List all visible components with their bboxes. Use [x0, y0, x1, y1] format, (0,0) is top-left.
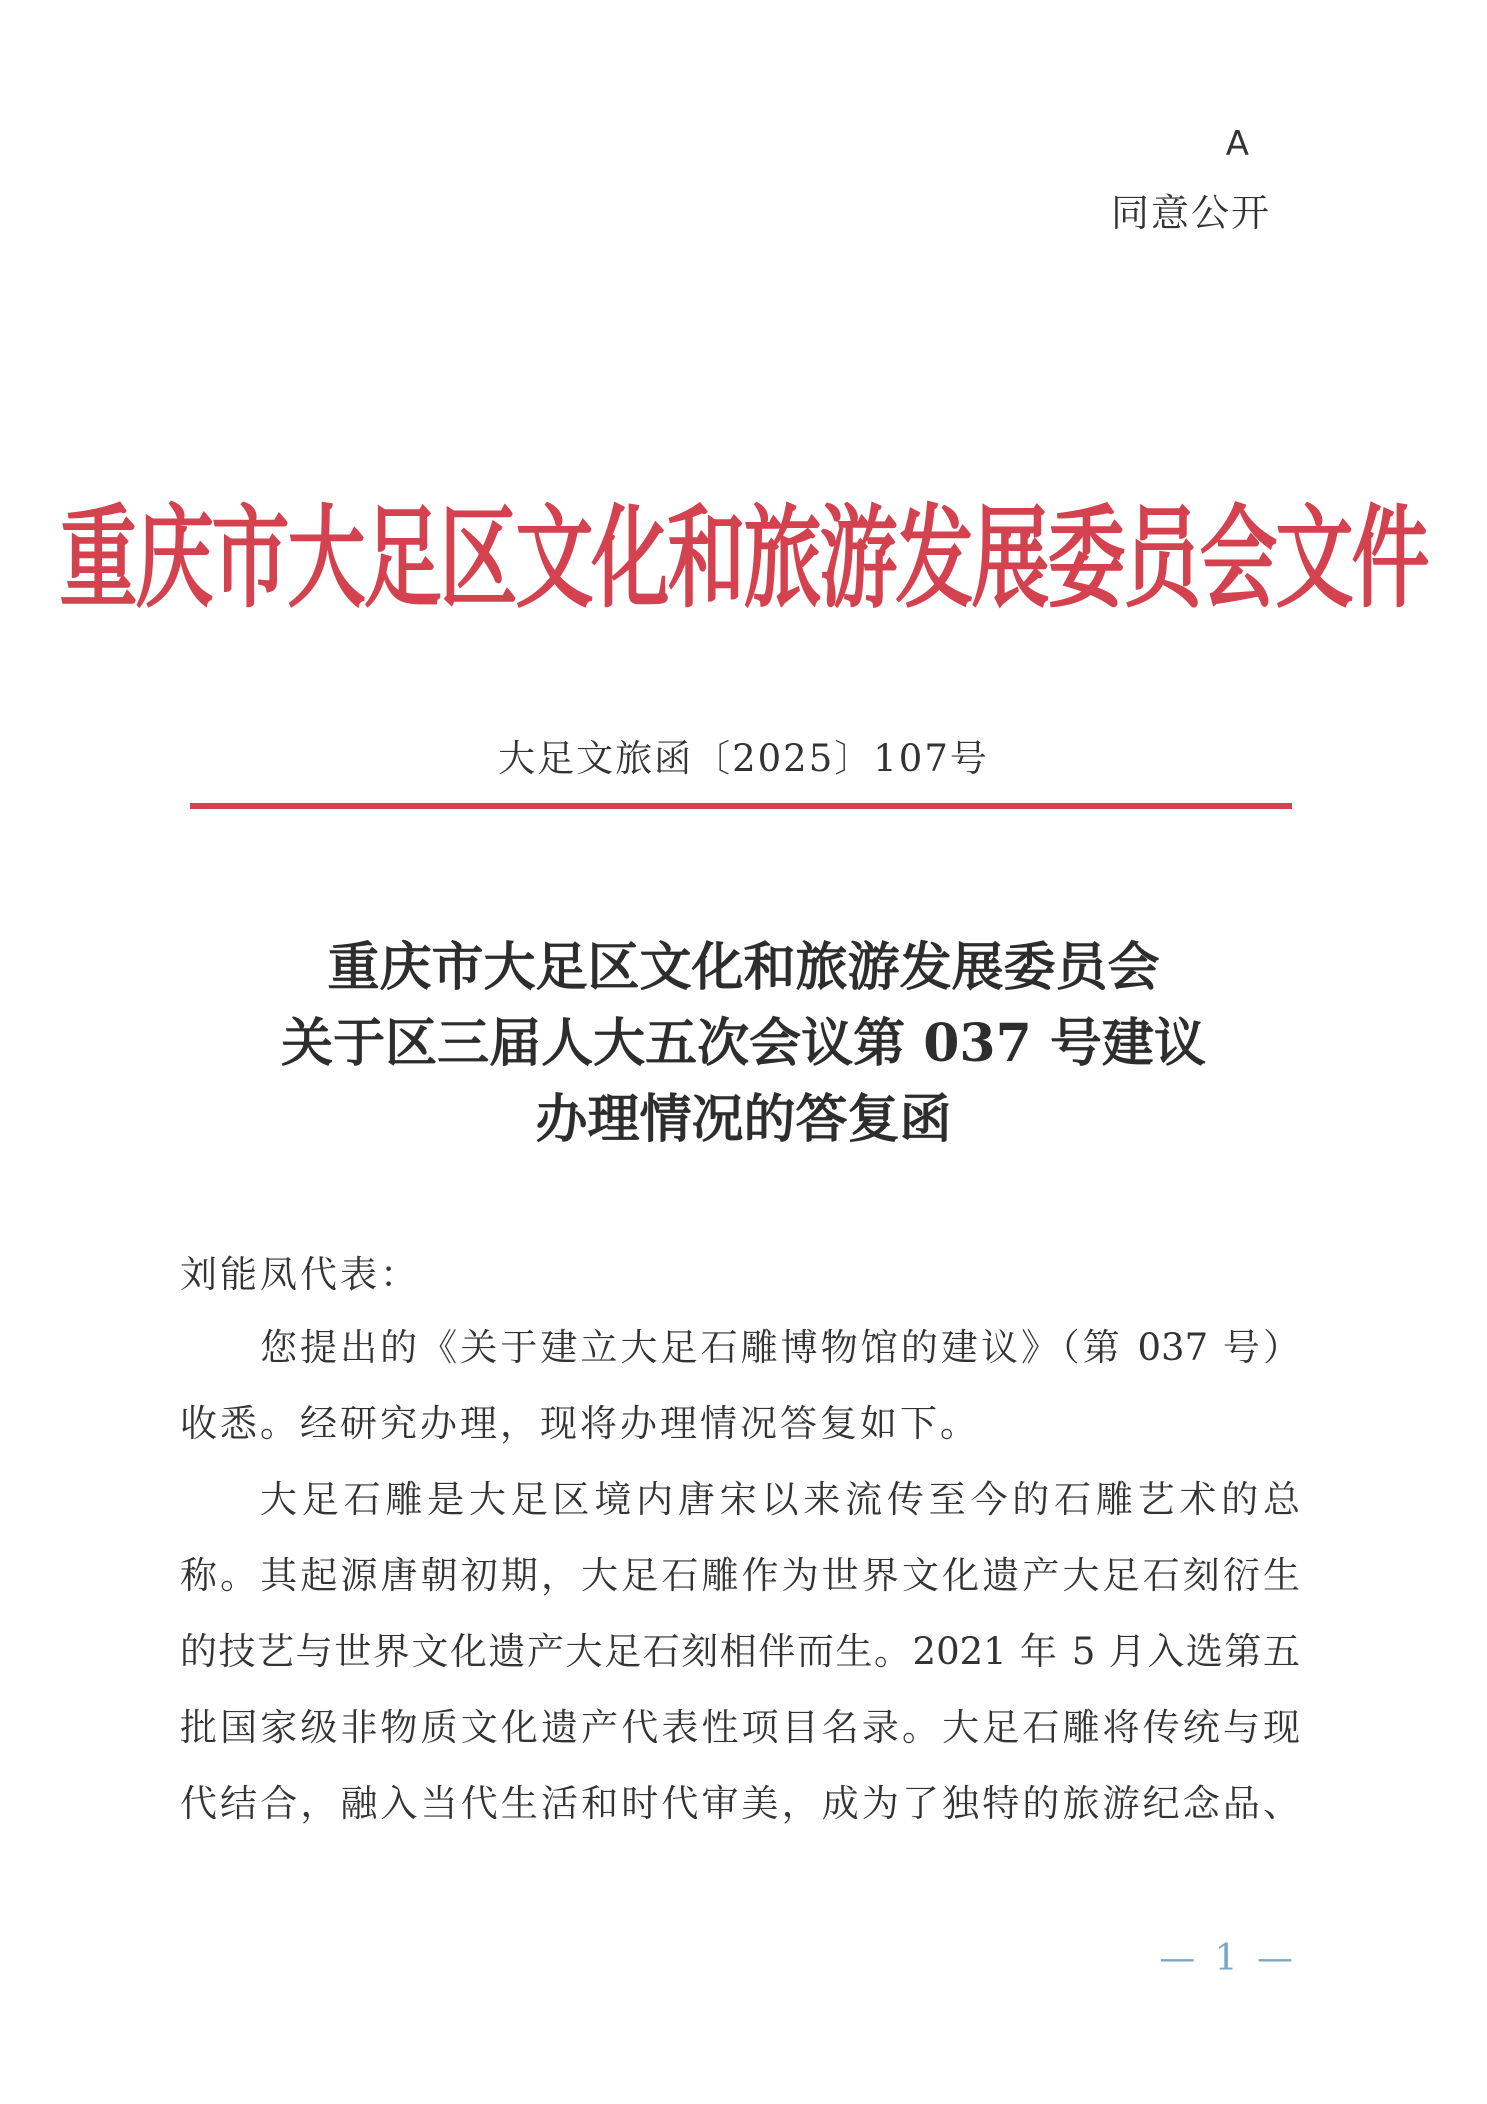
- document-number: 大足文旅函〔2025〕107号: [498, 737, 989, 780]
- letter-body: [180, 1310, 1300, 1842]
- title-line-3: 办理情况的答复函: [535, 1089, 952, 1150]
- paragraph-2-line-1: 大足石雕是大足区境内唐宋以来流传至今的石雕艺术的总: [260, 1478, 1300, 1521]
- document-title: [0, 930, 1487, 1158]
- issuer-masthead: 重庆市大足区文化和旅游发展委员会文件: [59, 495, 1428, 624]
- security-grade: A: [1225, 124, 1249, 164]
- paragraph-2-line-2: 称。其起源唐朝初期，大足石雕作为世界文化遗产大足石刻衍生: [180, 1554, 1300, 1597]
- paragraph-2-line-3: 的技艺与世界文化遗产大足石刻相伴而生。2021 年 5 月入选第五: [180, 1630, 1300, 1673]
- salutation: 刘能凤代表：: [180, 1253, 420, 1296]
- page-number: — 1 —: [1159, 1938, 1297, 1979]
- paragraph-2-line-4: 批国家级非物质文化遗产代表性项目名录。大足石雕将传统与现: [180, 1706, 1300, 1749]
- paragraph-1-line-1: 您提出的《关于建立大足石雕博物馆的建议》（第 037 号）: [260, 1326, 1300, 1369]
- title-line-1: 重庆市大足区文化和旅游发展委员会: [327, 937, 1160, 998]
- title-line-2: 关于区三届人大五次会议第 037 号建议: [281, 1013, 1206, 1074]
- paragraph-1-line-2: 收悉。经研究办理，现将办理情况答复如下。: [180, 1402, 980, 1445]
- disclosure-status: 同意公开: [1110, 191, 1271, 235]
- red-divider-line: [190, 803, 1292, 809]
- paragraph-2-line-5: 代结合，融入当代生活和时代审美，成为了独特的旅游纪念品、: [180, 1782, 1300, 1825]
